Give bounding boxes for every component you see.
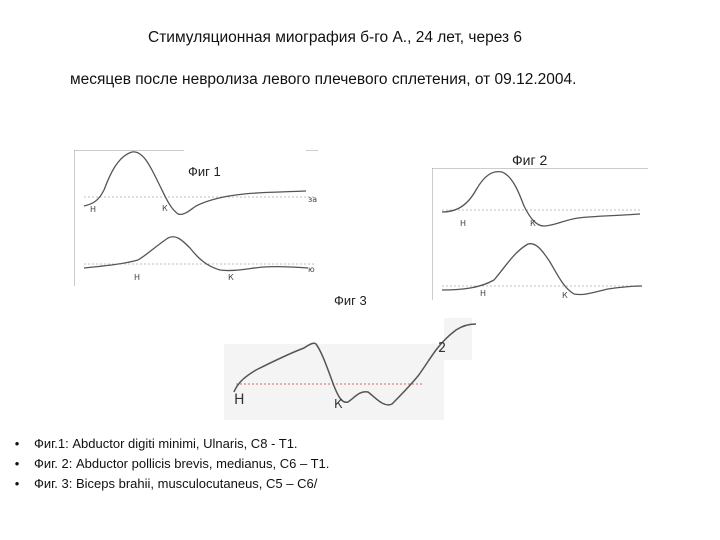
title-line-1: Стимуляционная миография б-го А., 24 лет, через 6 — [148, 29, 523, 46]
bullet-icon: • — [14, 456, 20, 471]
svg-text:К: К — [530, 219, 536, 228]
caption-text: Фиг. 3: Biceps brahii, musculocutaneus, C5 – C6/ — [34, 476, 318, 491]
svg-text:Н: Н — [234, 392, 245, 408]
svg-text:2: 2 — [438, 341, 447, 356]
svg-text:К: К — [562, 291, 568, 300]
svg-text:Н: Н — [90, 205, 97, 214]
figure-3-emg-trace — [224, 318, 480, 422]
caption-text: Фиг.1: Abductor digiti minimi, Ulnaris, C8 - T1. — [34, 436, 298, 451]
title-line-2: месяцев после невролиза левого плечевого сплетения, от 09.12.2004. — [70, 71, 577, 88]
svg-text:за: за — [308, 195, 318, 204]
bullet-icon: • — [14, 476, 20, 491]
svg-text:ю: ю — [308, 265, 315, 274]
bullet-icon: • — [14, 436, 20, 451]
figure-3-panel — [224, 318, 480, 422]
svg-text:Н: Н — [480, 289, 487, 298]
svg-text:Н: Н — [134, 273, 141, 282]
svg-text:Н: Н — [460, 219, 467, 228]
figure-2-label: Фиг 2 — [512, 152, 548, 168]
svg-text:К: К — [228, 273, 234, 282]
svg-text:К: К — [162, 204, 168, 213]
figure-1-label: Фиг 1 — [188, 164, 221, 179]
svg-text:К: К — [334, 397, 343, 411]
figure-2-emg-trace — [432, 168, 648, 300]
caption-text: Фиг. 2: Abductor pollicis brevis, medianus, C6 – T1. — [34, 456, 330, 471]
figure-2-panel — [432, 168, 648, 300]
figure-3-label: Фиг 3 — [334, 293, 367, 308]
